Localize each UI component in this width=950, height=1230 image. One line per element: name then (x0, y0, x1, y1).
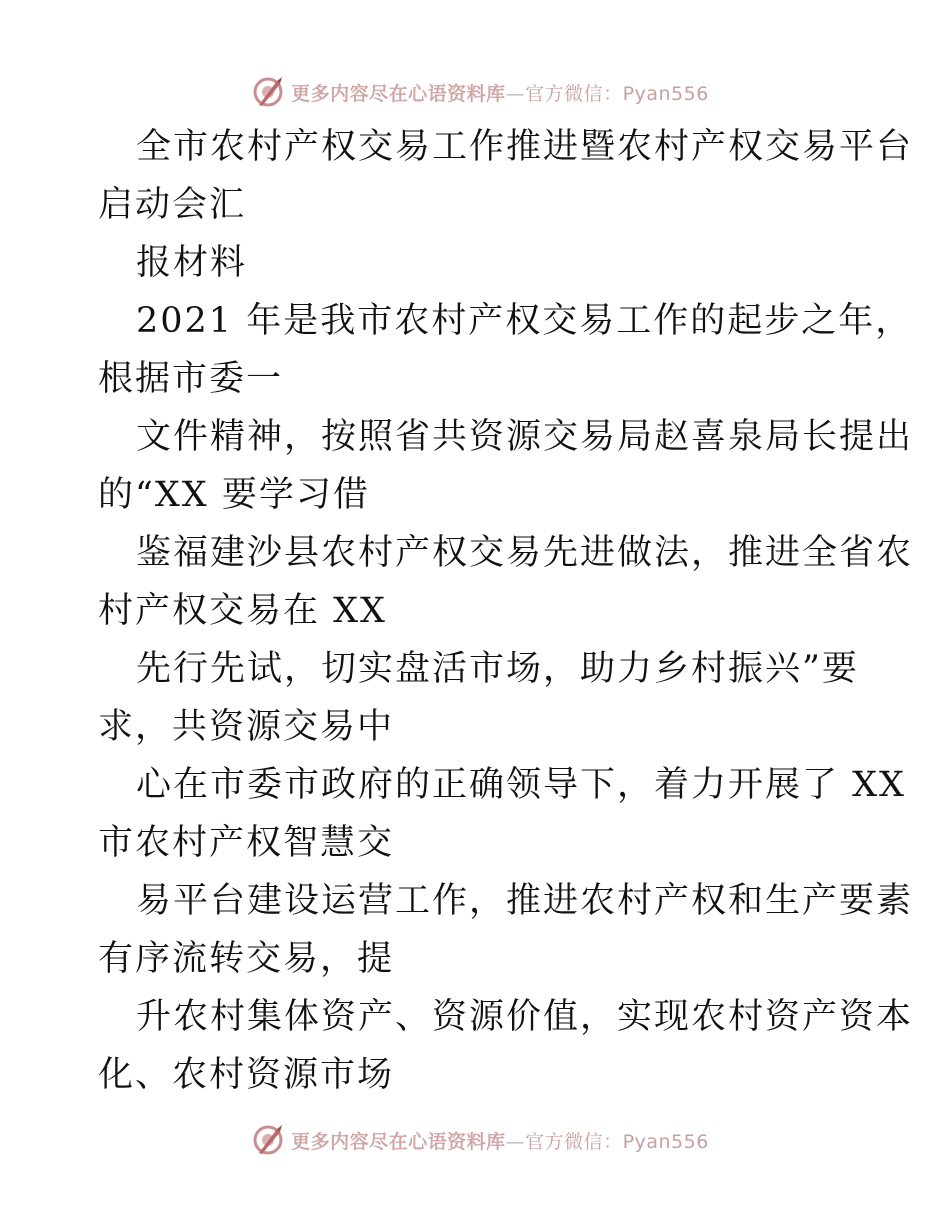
paragraph-first-line: 先行先试，切实盘活市场，助力乡村振兴”要 (136, 649, 859, 689)
paragraph (0, 408, 950, 524)
footer-banner-inner (251, 1123, 709, 1157)
paragraph (0, 872, 950, 988)
paragraph-second-line: 市农村产权智慧交 (98, 823, 395, 863)
quill-logo-icon (251, 1123, 285, 1157)
paragraph-first-line: 易平台建设运营工作，推进农村产权和生产要素 (136, 881, 914, 921)
header-banner-inner (251, 75, 709, 109)
header-banner-text (291, 79, 709, 106)
paragraph-second-line: 根据市委一 (98, 359, 284, 399)
paragraph (0, 640, 950, 756)
header-banner-separator: — (505, 82, 526, 105)
paragraph (0, 118, 950, 234)
header-banner (0, 72, 950, 112)
paragraph (0, 756, 950, 872)
paragraph (0, 292, 950, 408)
paragraph (0, 988, 950, 1104)
footer-banner (0, 1120, 950, 1160)
footer-banner-title: 更多内容尽在心语资料库 (291, 1130, 506, 1153)
paragraph-first-line: 鉴福建沙县农村产权交易先进做法，推进全省农 (136, 533, 914, 573)
paragraph-first-line: 报材料 (136, 243, 248, 283)
paragraph-second-line: 求，共资源交易中 (98, 707, 395, 747)
paragraph (0, 234, 950, 292)
paragraph-first-line: 全市农村产权交易工作推进暨农村产权交易平台 (136, 127, 914, 167)
footer-banner-wechat: 官方微信：Pyan556 (525, 1130, 709, 1153)
paragraph-second-line: 化、农村资源市场 (98, 1055, 395, 1095)
paragraph-second-line: 村产权交易在 XX (98, 591, 387, 631)
footer-banner-separator: — (505, 1130, 526, 1153)
quill-logo-icon (251, 75, 285, 109)
footer-banner-text (291, 1127, 709, 1154)
header-banner-wechat: 官方微信：Pyan556 (525, 82, 709, 105)
paragraph-second-line: 启动会汇 (98, 185, 247, 225)
paragraph-first-line: 心在市委市政府的正确领导下，着力开展了 XX (136, 765, 906, 805)
document-body (0, 118, 950, 1104)
header-banner-title: 更多内容尽在心语资料库 (291, 82, 506, 105)
paragraph-second-line: 的“XX 要学习借 (98, 475, 370, 515)
paragraph-first-line: 2021 年是我市农村产权交易工作的起步之年， (136, 301, 913, 341)
paragraph-second-line: 有序流转交易，提 (98, 939, 395, 979)
paragraph (0, 524, 950, 640)
paragraph-first-line: 文件精神，按照省共资源交易局赵喜泉局长提出 (136, 417, 914, 457)
paragraph-first-line: 升农村集体资产、资源价值，实现农村资产资本 (136, 997, 914, 1037)
